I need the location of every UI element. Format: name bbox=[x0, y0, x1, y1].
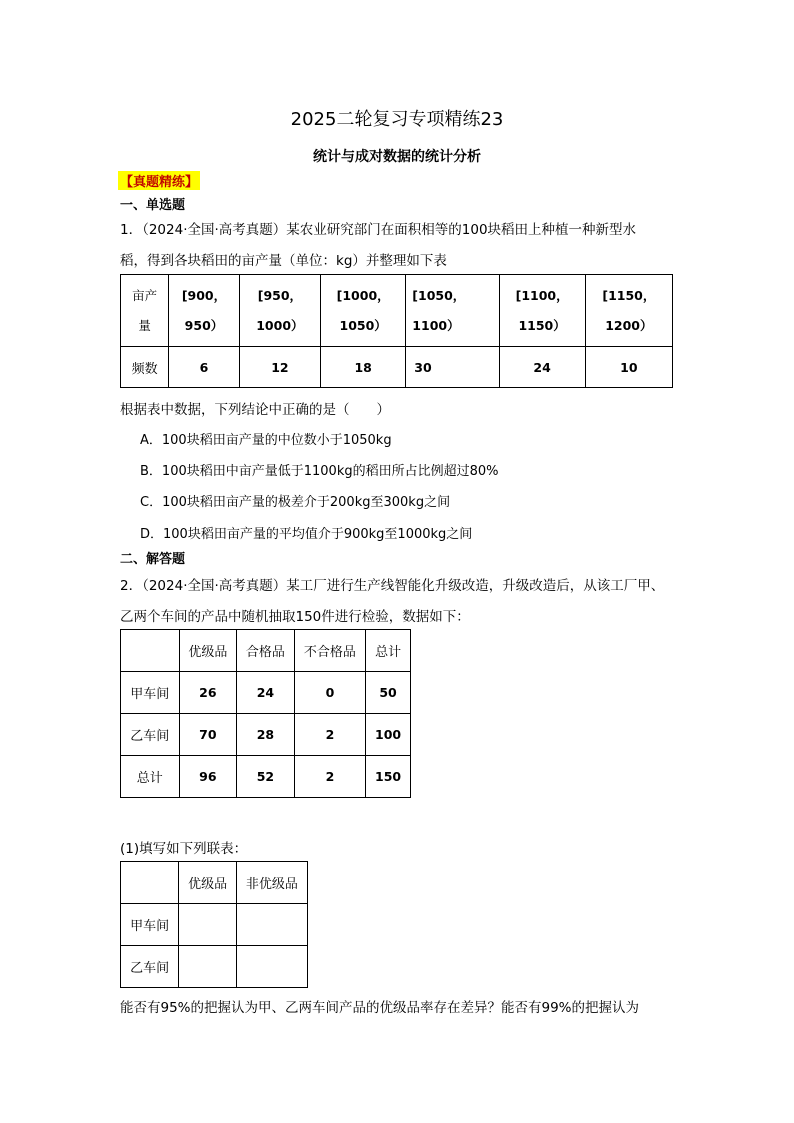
table-cell: 0 bbox=[294, 672, 365, 714]
q2-last-line: 能否有95%的把握认为甲、乙两车间产品的优级品率存在差异？能否有99%的把握认为 bbox=[120, 1000, 640, 1016]
q1-stem-line2: 稻，得到各块稻田的亩产量（单位：kg）并整理如下表 bbox=[120, 253, 447, 269]
table-cell: 70 bbox=[179, 714, 237, 756]
table-cell: 10 bbox=[585, 347, 672, 388]
table-cell-text: 1100） bbox=[412, 317, 460, 333]
table-cell: 50 bbox=[366, 672, 411, 714]
table-cell: 30 bbox=[406, 347, 499, 388]
table-cell-text: 950） bbox=[184, 317, 224, 333]
table-cell-blank bbox=[236, 904, 307, 946]
table-row bbox=[121, 672, 411, 714]
table-cell-text: [950， bbox=[257, 287, 303, 303]
table-cell bbox=[169, 275, 240, 347]
table-cell: 乙车间 bbox=[121, 946, 179, 988]
table-cell: 甲车间 bbox=[121, 904, 179, 946]
table-cell-blank bbox=[179, 946, 236, 988]
table-cell: 优级品 bbox=[179, 862, 236, 904]
q2-stem-line2: 乙两个车间的产品中随机抽取150件进行检验，数据如下： bbox=[120, 609, 470, 625]
table-row bbox=[121, 756, 411, 798]
table-cell-text: 1000） bbox=[256, 317, 304, 333]
q1-option-d: D．100块稻田亩产量的平均值介于900kg至1000kg之间 bbox=[140, 527, 473, 542]
table-cell-blank bbox=[236, 946, 307, 988]
q2-stem-line1: 2．（2024·全国·高考真题）某工厂进行生产线智能化升级改造，升级改造后，从该工厂甲、 bbox=[120, 578, 665, 594]
table-cell: 26 bbox=[179, 672, 237, 714]
table-cell-blank bbox=[179, 904, 236, 946]
table-cell bbox=[121, 275, 169, 347]
table-cell bbox=[406, 275, 499, 347]
table-cell: 28 bbox=[237, 714, 295, 756]
table-cell-text: [900， bbox=[181, 287, 227, 303]
table-row bbox=[121, 862, 308, 904]
table-cell: 96 bbox=[179, 756, 237, 798]
table-cell: 6 bbox=[169, 347, 240, 388]
table-cell-text: [1000， bbox=[336, 287, 390, 303]
section-heading-single-choice: 一、单选题 bbox=[120, 198, 186, 213]
section-tag: 【真题精练】 bbox=[118, 171, 200, 190]
table-cell-text: 1050） bbox=[339, 317, 387, 333]
q1-option-a: A．100块稻田亩产量的中位数小于1050kg bbox=[140, 433, 392, 448]
page-title: 2025二轮复习专项精练23 bbox=[290, 109, 504, 130]
table-cell: 100 bbox=[366, 714, 411, 756]
table-cell: 总计 bbox=[121, 756, 180, 798]
table-cell-text: [1050， bbox=[412, 287, 466, 303]
table-cell bbox=[239, 275, 320, 347]
workshop-quality-table bbox=[120, 629, 411, 798]
table-cell-text: 1200） bbox=[605, 317, 653, 333]
table-cell bbox=[585, 275, 672, 347]
table-cell: 24 bbox=[499, 347, 585, 388]
page-subtitle: 统计与成对数据的统计分析 bbox=[313, 149, 481, 165]
table-cell-text: 亩产 bbox=[132, 287, 158, 303]
table-row bbox=[121, 347, 673, 388]
table-row bbox=[121, 946, 308, 988]
table-cell: 2 bbox=[294, 756, 365, 798]
table-cell-text: [1150， bbox=[602, 287, 656, 303]
table-cell: 18 bbox=[321, 347, 406, 388]
table-cell-text: 量 bbox=[138, 317, 151, 333]
table-cell: 非优级品 bbox=[236, 862, 307, 904]
table-cell: 频数 bbox=[121, 347, 169, 388]
q1-option-b: B．100块稻田中亩产量低于1100kg的稻田所占比例超过80% bbox=[140, 464, 499, 479]
table-cell: 12 bbox=[239, 347, 320, 388]
table-row bbox=[121, 714, 411, 756]
table-cell: 150 bbox=[366, 756, 411, 798]
table-cell bbox=[121, 862, 179, 904]
table-cell: 24 bbox=[237, 672, 295, 714]
table-cell: 优级品 bbox=[179, 630, 237, 672]
table-row bbox=[121, 630, 411, 672]
section-heading-answer: 二、解答题 bbox=[120, 552, 186, 567]
q2-sub1: (1)填写如下列联表： bbox=[120, 841, 248, 857]
table-cell bbox=[321, 275, 406, 347]
q1-stem-line1: 1．（2024·全国·高考真题）某农业研究部门在面积相等的100块稻田上种植一种新型水 bbox=[120, 222, 637, 238]
table-cell-text: 1150） bbox=[518, 317, 566, 333]
table-cell-text: [1100， bbox=[515, 287, 569, 303]
table-cell: 乙车间 bbox=[121, 714, 180, 756]
table-row bbox=[121, 904, 308, 946]
table-cell bbox=[121, 630, 180, 672]
table-cell bbox=[499, 275, 585, 347]
table-cell: 甲车间 bbox=[121, 672, 180, 714]
contingency-table bbox=[120, 861, 308, 988]
q1-question: 根据表中数据，下列结论中正确的是（ ） bbox=[120, 402, 390, 418]
table-cell: 合格品 bbox=[237, 630, 295, 672]
yield-frequency-table bbox=[120, 274, 673, 388]
table-cell: 52 bbox=[237, 756, 295, 798]
table-row bbox=[121, 275, 673, 347]
table-cell: 不合格品 bbox=[294, 630, 365, 672]
table-cell: 2 bbox=[294, 714, 365, 756]
q1-option-c: C．100块稻田亩产量的极差介于200kg至300kg之间 bbox=[140, 495, 451, 510]
table-cell: 总计 bbox=[366, 630, 411, 672]
